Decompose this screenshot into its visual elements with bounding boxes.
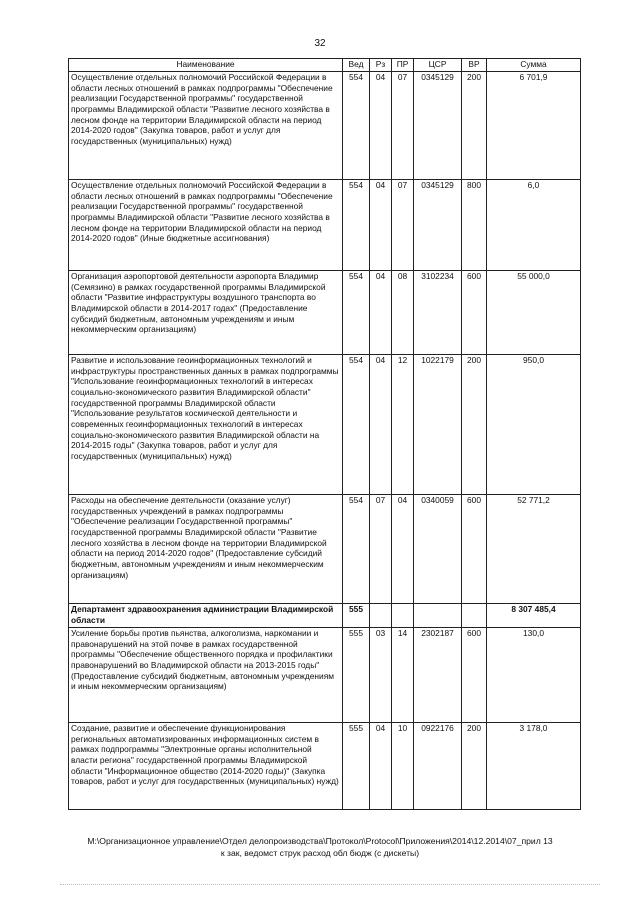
cell-csr: 0340059 <box>414 495 462 604</box>
cell-vr: 600 <box>462 271 487 355</box>
cell-pr: 10 <box>392 723 414 810</box>
cell-rz: 04 <box>370 72 392 180</box>
cell-csr: 1022179 <box>414 355 462 495</box>
header-csr: ЦСР <box>414 59 462 72</box>
cell-name: Расходы на обеспечение деятельности (оказание услуг) государственных учреждений в рамках подпрограммы "Обеспечение реализации Государственной программы" государственной программы Владимирской области "Развитие лесного хозяйства в лесном фонде на территории Владимирской области на период 2014-2020 годов" (Предоставление субсидий бюджетным, автономным учреждениям и иным некоммерческим организациям) <box>69 495 343 604</box>
header-name: Наименование <box>69 59 343 72</box>
cell-rz: 03 <box>370 628 392 723</box>
cell-csr: 3102234 <box>414 271 462 355</box>
cell-sum: 3 178,0 <box>487 723 581 810</box>
cell-vr <box>462 604 487 628</box>
cell-ved: 555 <box>343 604 370 628</box>
cell-rz: 04 <box>370 723 392 810</box>
cell-pr: 07 <box>392 72 414 180</box>
footer-divider <box>60 884 600 885</box>
cell-name: Департамент здравоохранения администрации Владимирской области <box>69 604 343 628</box>
cell-ved: 554 <box>343 355 370 495</box>
cell-csr: 0345129 <box>414 180 462 271</box>
cell-ved: 554 <box>343 271 370 355</box>
cell-pr: 04 <box>392 495 414 604</box>
header-rz: Рз <box>370 59 392 72</box>
table-row <box>69 180 581 271</box>
cell-csr: 0922176 <box>414 723 462 810</box>
cell-vr: 200 <box>462 355 487 495</box>
cell-sum: 950,0 <box>487 355 581 495</box>
cell-vr: 200 <box>462 723 487 810</box>
header-pr: ПР <box>392 59 414 72</box>
cell-rz: 07 <box>370 495 392 604</box>
cell-vr: 200 <box>462 72 487 180</box>
cell-ved: 555 <box>343 723 370 810</box>
footer-description-line: к зак, ведомст струк расход обл бюдж (с дискеты) <box>220 847 420 858</box>
cell-name: Усиление борьбы против пьянства, алкоголизма, наркомании и правонарушений на этой почве в рамках государственной программы "Обеспечение общественного порядка и профилактики правонарушений во Владимирской области на 2013-2015 годы" (Предоставление субсидий бюджетным, автономным учреждениям и иным некоммерческим организациям) <box>69 628 343 723</box>
cell-csr: 0345129 <box>414 72 462 180</box>
table-row <box>69 628 581 723</box>
cell-name: Осуществление отдельных полномочий Российской Федерации в области лесных отношений в рамках подпрограммы "Обеспечение реализации Государственной программы" государственной программы Владимирской области "Развитие лесного хозяйства в лесном фонде на территории Владимирской области на период 2014-2020 годов" (Иные бюджетные ассигнования) <box>69 180 343 271</box>
cell-csr <box>414 604 462 628</box>
header-sum: Сумма <box>487 59 581 72</box>
cell-ved: 554 <box>343 180 370 271</box>
cell-name: Осуществление отдельных полномочий Российской Федерации в области лесных отношений в рамках подпрограммы "Обеспечение реализации Государственной программы" государственной программы Владимирской области "Развитие лесного хозяйства в лесном фонде на территории Владимирской области на период 2014-2020 годов" (Закупка товаров, работ и услуг для государственных (муниципальных) нужд) <box>69 72 343 180</box>
cell-rz: 04 <box>370 180 392 271</box>
table-header-row <box>69 59 581 72</box>
table-row <box>69 495 581 604</box>
cell-vr: 600 <box>462 628 487 723</box>
cell-rz <box>370 604 392 628</box>
table-row <box>69 271 581 355</box>
table-row <box>69 355 581 495</box>
department-row <box>69 604 581 628</box>
cell-vr: 600 <box>462 495 487 604</box>
cell-sum: 6,0 <box>487 180 581 271</box>
page-number: 32 <box>314 38 326 49</box>
cell-sum: 130,0 <box>487 628 581 723</box>
file-path-footer <box>0 836 640 859</box>
cell-name: Создание, развитие и обеспечение функционирования региональных автоматизированных информационных систем в рамках подпрограммы "Электронные органы исполнительной власти региона" государственной программы Владимирской области "Информационное общество (2014-2020 годы)" (Закупка товаров, работ и услуг для государственных (муниципальных) нужд) <box>69 723 343 810</box>
cell-pr: 08 <box>392 271 414 355</box>
cell-pr: 12 <box>392 355 414 495</box>
cell-name: Организация аэропортовой деятельности аэропорта Владимир (Семязино) в рамках государственной программы Владимирской области "Развитие инфраструктуры воздушного транспорта во Владимирской области в 2014-2017 годах" (Предоставление субсидий бюджетным, автономным учреждениям и иным некоммерческим организациям) <box>69 271 343 355</box>
footer-path-line: M:\Организационное управление\Отдел делопроизводства\Протокол\Protocol\Приложения\2014\12.2014\07_прил 13 <box>87 836 553 846</box>
cell-pr <box>392 604 414 628</box>
table-row <box>69 72 581 180</box>
cell-csr: 2302187 <box>414 628 462 723</box>
cell-rz: 04 <box>370 271 392 355</box>
header-ved: Вед <box>343 59 370 72</box>
cell-name: Развитие и использование геоинформационных технологий и инфраструктуры пространственных данных в рамках подпрограммы "Использование геоинформационных технологий в интересах социально-экономического развития Владимирской области" государственной программы Владимирской области "Использование результатов космической деятельности и современных геоинформационных технологий в интересах социально-экономического развития Владимирской области на 2014-2015 годы" (Закупка товаров, работ и услуг для государственных (муниципальных) нужд) <box>69 355 343 495</box>
budget-table <box>68 58 581 810</box>
cell-sum: 8 307 485,4 <box>487 604 581 628</box>
table-row <box>69 723 581 810</box>
cell-vr: 800 <box>462 180 487 271</box>
cell-sum: 55 000,0 <box>487 271 581 355</box>
cell-pr: 07 <box>392 180 414 271</box>
cell-rz: 04 <box>370 355 392 495</box>
cell-sum: 52 771,2 <box>487 495 581 604</box>
cell-sum: 6 701,9 <box>487 72 581 180</box>
header-vr: ВР <box>462 59 487 72</box>
cell-ved: 555 <box>343 628 370 723</box>
cell-ved: 554 <box>343 72 370 180</box>
cell-ved: 554 <box>343 495 370 604</box>
cell-pr: 14 <box>392 628 414 723</box>
